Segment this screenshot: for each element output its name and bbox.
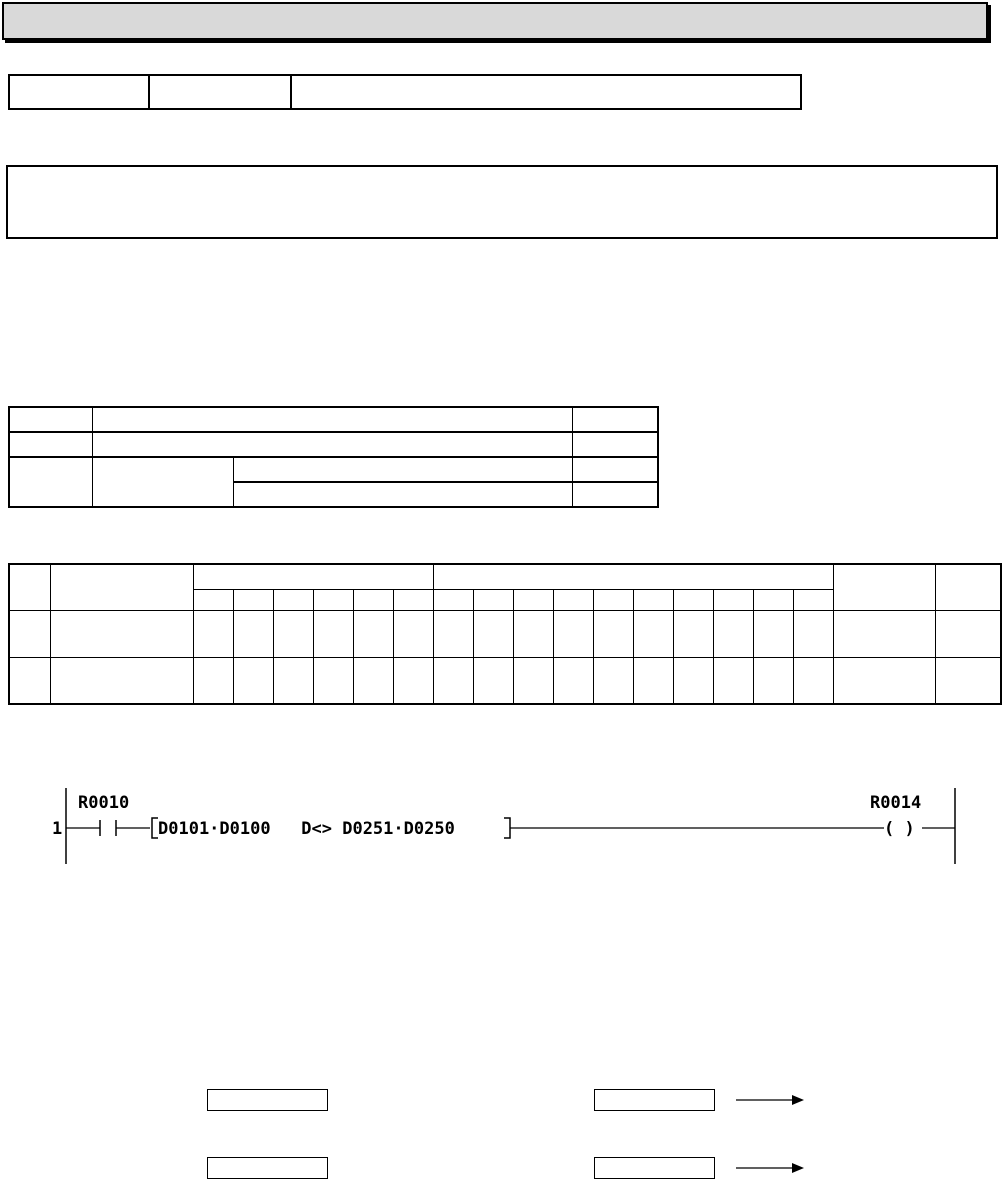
device-cell [634,610,674,657]
device-cell [9,657,51,704]
device-cell [794,610,834,657]
operand-cell [573,432,659,457]
right-arrow-icon [736,1160,806,1176]
device-cell [474,657,514,704]
output-coil-label: R0014 [870,793,922,813]
right-arrow-icon [736,1092,806,1108]
operand-cell [573,407,659,432]
device-cell [514,610,554,657]
ladder-diagram [0,780,1002,870]
device-cell [634,657,674,704]
table-row [9,610,1001,657]
device-subheader-cell [394,589,434,610]
target-value-box [594,1157,715,1179]
device-header-cell [434,564,834,589]
device-cell [51,610,194,657]
device-cell [674,610,714,657]
device-cell [274,610,314,657]
device-header-cell [936,564,1002,610]
device-cell [754,610,794,657]
instruction-title-cell [292,76,800,108]
device-subheader-cell [474,589,514,610]
device-cell [234,610,274,657]
instruction-id-cell [10,76,150,108]
operand-cell [93,432,573,457]
source-value-box [207,1157,328,1179]
device-cell [714,657,754,704]
device-cell [474,610,514,657]
output-coil-icon: ( ) [884,819,915,839]
normally-open-contact-icon [100,820,116,836]
device-cell [714,610,754,657]
device-header-cell [834,564,936,610]
device-subheader-cell [514,589,554,610]
device-cell [554,610,594,657]
device-cell [314,657,354,704]
source-value-box [207,1089,328,1111]
device-header-cell [194,564,434,589]
table-row [9,657,1001,704]
device-cell [594,657,634,704]
device-subheader-cell [194,589,234,610]
device-subheader-cell [314,589,354,610]
device-subheader-cell [754,589,794,610]
target-value-box [594,1089,715,1111]
compare-expression: D0101·D0100 D<> D0251·D0250 [158,819,455,839]
device-subheader-cell [554,589,594,610]
device-cell [674,657,714,704]
device-cell [394,657,434,704]
device-table [8,563,1002,705]
operand-cell [9,432,93,457]
operand-cell [573,482,659,507]
operand-table [8,406,659,508]
device-subheader-cell [594,589,634,610]
rung-number: 1 [52,819,63,839]
device-cell [514,657,554,704]
device-cell [354,610,394,657]
device-cell [554,657,594,704]
device-cell [394,610,434,657]
operand-cell [93,457,234,507]
device-cell [194,610,234,657]
operand-cell [234,482,573,507]
operand-cell [573,457,659,482]
device-cell [594,610,634,657]
operand-cell [9,407,93,432]
device-header-cell [51,564,194,610]
device-cell [274,657,314,704]
device-subheader-cell [794,589,834,610]
device-cell [834,610,936,657]
device-cell [434,657,474,704]
instruction-id-row [8,74,802,110]
operand-cell [93,407,573,432]
device-cell [354,657,394,704]
device-cell [754,657,794,704]
instruction-name-cell [150,76,292,108]
device-cell [9,610,51,657]
device-subheader-cell [634,589,674,610]
input-contact-label: R0010 [78,793,130,813]
device-cell [936,657,1002,704]
device-cell [936,610,1002,657]
device-cell [234,657,274,704]
instruction-header-bar [2,2,988,40]
device-cell [314,610,354,657]
device-subheader-cell [714,589,754,610]
device-cell [51,657,194,704]
device-cell [834,657,936,704]
device-cell [794,657,834,704]
device-header-cell [9,564,51,610]
operand-cell [234,457,573,482]
device-subheader-cell [234,589,274,610]
operand-cell [9,457,93,507]
device-subheader-cell [274,589,314,610]
device-cell [194,657,234,704]
device-cell [434,610,474,657]
expression-box [6,165,998,239]
device-subheader-cell [434,589,474,610]
device-subheader-cell [674,589,714,610]
device-subheader-cell [354,589,394,610]
